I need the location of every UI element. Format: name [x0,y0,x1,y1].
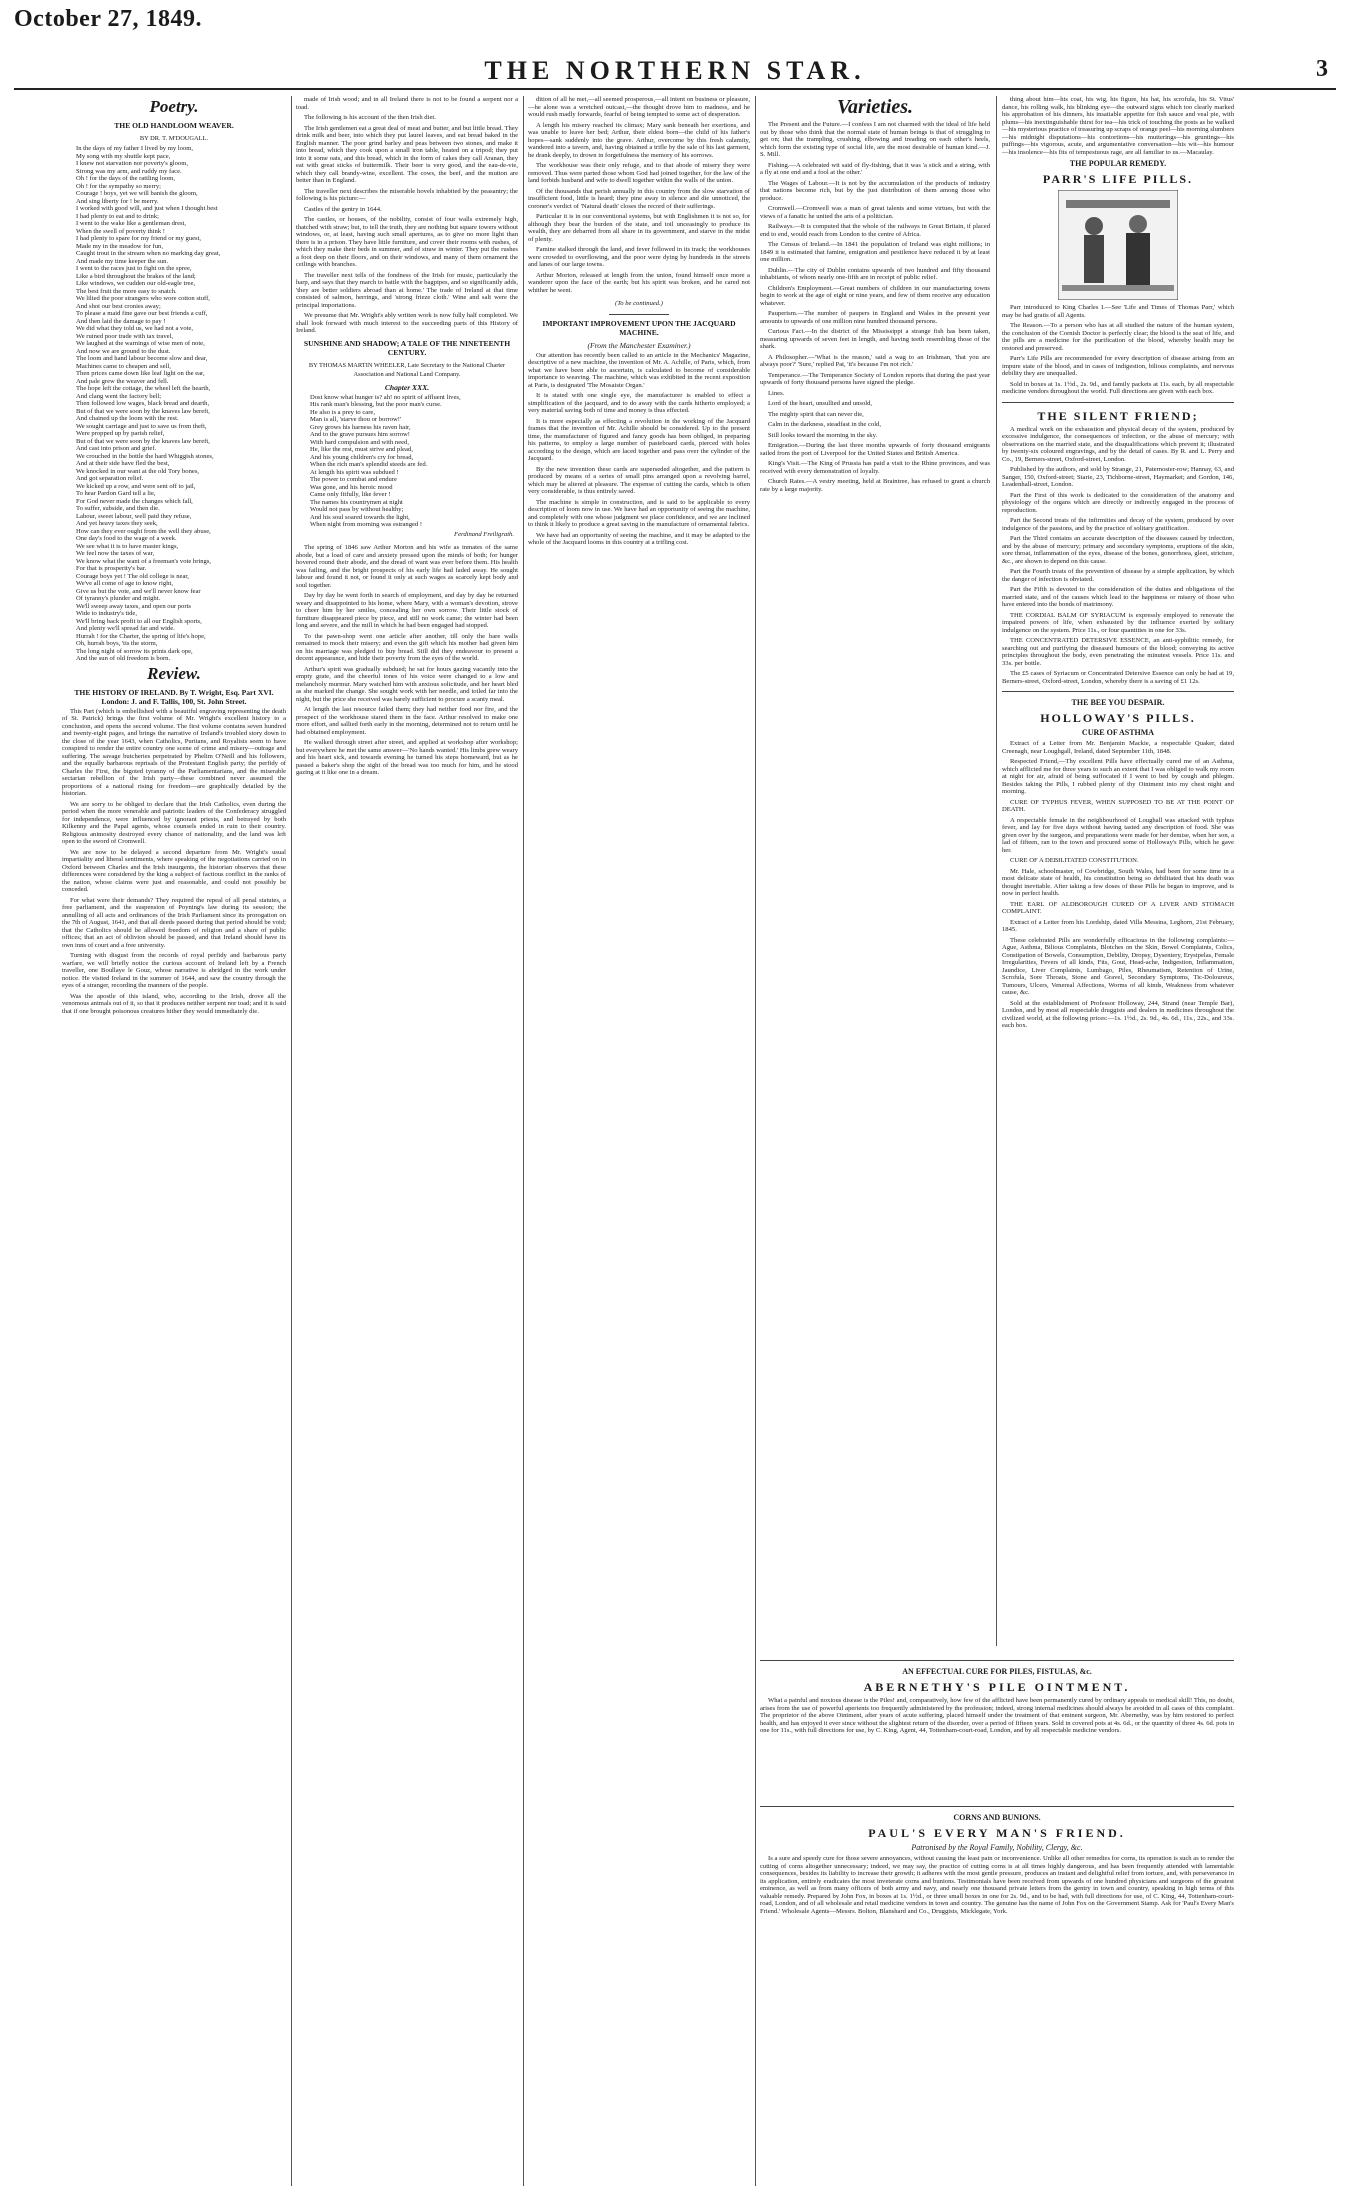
paragraph: The Reason.—To a person who has at all studied the nature of the human system, the conclusion of the Cornish Doctor is perfectly clear; the blood is the seat of life, and the pills are a medicine for the purification of the blood, whereby health may be restored and preserved. [1002,322,1234,352]
poem-line: We knocked in our want at the old Tory bones, [76,467,200,475]
column-rule [523,96,524,2186]
poem-line: We did what they told us, we had not a vote, [76,325,194,332]
ad-sub-holloway: CURE OF ASTHMA [1081,728,1155,737]
newspaper-title: THE NORTHERN STAR. [484,56,866,85]
poem-line: The long night of sorrow its prints dark ope, [76,647,193,655]
ad-corns [760,1806,1234,2198]
paragraph: He walked through street after street, and applied at workshop after workshop; but everywhere he met the same answer—'No hands wanted.' His limbs grew weary and his heart sick, and towards evening he turned his steps homeward, but as he passed a baker's shop the sight of the bread was too much for him, and he stood gazing at it like one in a dream. [296,739,518,776]
paragraph: The traveller next tells of the fondness of the Irish for music, particularly the harp, and says that they march to battle with the bagpipes, and so significantly adds, 'they are better soldiers abroad than at home.' The trade of Ireland at that time consisted of salmon, herrings, and 'strong frieze cloth.' Wine and salt were the principal importations. [296,271,518,309]
poem-line: Courage ! boys, yet we will banish the gloom, [76,190,198,197]
paragraph: Part the Fifth is devoted to the consideration of the duties and obligations of the married state, and of the causes which lead to the happiness or misery of those who have entered into the bonds of matrimony. [1002,586,1234,608]
poem-line: Oh ! for the days of the rattling loom, [76,175,176,182]
paragraph: The spring of 1846 saw Arthur Morton and his wife as inmates of the same abode, but a load of care and anxiety pressed upon the minds of both; for hunger hovered round their abode, and the dread of want was ever before them. His health was failing, and the bright prospects of his early life had faded away. He sought labour and found it not, or found it only at such wages as scarcely kept body and soul together. [296,544,518,589]
poem-line: Were propped up by parish relief, [76,430,165,437]
verse-line: With hard compulsion and with need, [310,438,409,446]
poem-line: We know what the want of a freeman's vote brings, [76,557,212,565]
column-varieties [760,96,990,1646]
poem-line: And made my time keeper the sun. [76,257,169,265]
ad-title-parr: PARR'S LIFE PILLS. [1042,172,1194,186]
verse-line: And to the grave pursues him sorrow! [310,431,410,438]
divider [609,314,669,315]
paragraph: Still looks toward the morning in the sky. [768,431,878,439]
ad-lead-corns: CORNS AND BUNIONS. [953,1813,1041,1822]
verse-line: He, like the rest, must strive and plead, [310,446,413,453]
paragraph: The following is his account of the then Irish diet. [304,114,436,121]
paragraph: By the new invention these cards are superseded altogether, and the pattern is produced by means of a series of small pins arranged upon a revolving barrel, which may be altered at pleasure. The expense of cutting the cards, which is often very considerable, is thus entirely saved. [528,465,750,495]
poem-line: But of that we were soon by the knaves law bereft, [76,407,210,415]
paragraph: Arthur's spirit was gradually subdued; he sat for hours gazing vacantly into the empty grate, and the cheerful tones of his voice were changed to a low and melancholy murmur. Mary watched him with anxious solicitude, and her heart bled as she marked the change. She sought work with her needle, and toiled far into the night, but the price she received was barely sufficient to procure a scanty meal. [296,665,518,703]
poem-line: We've all come of age to know right, [76,580,173,587]
page-number: 3 [1316,56,1328,82]
poem-line: I had plenty to eat and to drink; [76,212,159,220]
column-rule [996,96,997,1646]
paragraph: At length the last resource failed them; they had neither food nor fire, and the prospect of the workhouse stared them in the face. Arthur resolved to make one more effort, and sallied forth early in the morning, determined not to return until he had obtained employment. [296,706,518,736]
column-review-story [296,96,518,2186]
paragraph: Lines. [768,389,785,397]
poem-line: We kicked up a row, and were sent off to jail, [76,482,196,490]
poem-line: For God never made the changes which fall, [76,497,193,505]
verse-line: The power to combat and endure [310,476,397,483]
paragraph: For what were their demands? They required the repeal of all penal statutes, a free parliament, and the suspension of Poyning's law during its session; the annulling of all acts and ordinances of the Irish Parliament since its prorogation on the 7th of August, 1641, and that all deeds passed during that period should be void; that the Catholics should be allowed freedom of religion and a share of public offices; that an act of oblivion should be passed, and that Ireland should have its own inns of court and a free university. [62,896,286,949]
paragraph: Mr. Hale, schoolmaster, of Cowbridge, South Wales, had been for some time in a most delicate state of health, his constitution being so debilitated that his death was thought inevitable. After taking a few doses of these Pills he began to improve, and is now in perfect health. [1002,867,1234,897]
paragraph: A respectable female in the neighbourhood of Loughall was attacked with typhus fever, and lay for five days without having tasted any description of food. She was given over by the surgeon, and preparations were made for her demise, when her son, a lad of fifteen, ran to the town and procured some of Holloway's Pills, which he gave her. [1002,816,1234,854]
divider [1002,691,1234,692]
paragraph: made of Irish wood; and in all Ireland there is not to be found a serpent nor a toad. [296,96,518,111]
story-author: BY THOMAS MARTIN WHEELER, Late Secretary to the National Charter Association and National Land Company. [308,361,506,378]
parr-engraving-image [1058,190,1178,300]
paragraph: Extract of a Letter from his Lordship, dated Villa Messina, Leghorn, 21st February, 1845. [1002,918,1234,933]
paragraph: A Philosopher.—'What is the reason,' said a wag to an Irishman, 'that you are always poor?' 'Sure,' replied Pat, 'it's because I'm not rich.' [760,353,990,368]
column-advertisements [1002,96,1234,1646]
verse-line: Man is all, 'starve thou or borrow!' [310,416,402,423]
paragraph: Lord of the heart, unsullied and unsold, [768,400,873,407]
poem-line: We'll bring back profit to all our English sports, [76,617,202,625]
column-rule [291,96,292,2186]
paragraph: The £5 cases of Syriacum or Concentrated Detersive Essence can only be had at 19, Berners-street, Oxford-street, London, whereby there is a saving of £1 12s. [1002,670,1234,685]
masthead [14,0,1336,85]
verse-line: When night from morning was estranged ! [310,521,423,528]
poem-line: Like a bird throughout the brakes of the land; [76,272,196,280]
paragraph: The Irish gentlemen eat a great deal of meat and butter, and but little bread. They drink milk and beer, into which they put laurel leaves, and eat bread baked in the English manner. The poor grind barley and peas between two stones, and make it into bread, which they cook upon a small iron table, heated on a tripod; they put into it some oats, and this bread, which in the form of cakes they call Aranan, they eat with great sticks of buttermilk. Their beer is very good, and the eau-de-vie, which they call brandy-wine, excellent. The cows, the beef, and the mutton are better than in England. [296,124,518,184]
paragraph: Curious Fact.—In the district of the Mississippi a strange fish has been taken, measuring upwards of seven feet in length, and having teeth resembling those of the shark. [760,328,990,350]
verse-line: When the rich man's splendid steeds are fed. [310,461,428,468]
verse-line: He also is a prey to care, [310,408,375,416]
verse-line: At length his spirit was subdued ! [310,468,399,476]
poem-title: THE OLD HANDLOOM WEAVER. [114,121,234,130]
paragraph: thing about him—his coat, his wig, his figure, his hat, his scrofula, his St. Vitus' dance, his rolling walk, his blinking eye—the outward signs which too clearly marked his approbation of his dinners, his insatiable appetite for fish sauce and veal pie, with plums—his inextinguishable thirst for tea—his trick of touching the posts as he walked—his mysterious practice of treasuring up scraps of orange peel—his morning slumbers—his midnight disputations—his contortions—his mutterings—his gruntings—his puffings—his vigorous, acute, and argumentative conversation—his wit—his humour—his insolence—his fits of tempestuous rage, are all familiar to us.—Macaulay. [1002,96,1234,156]
paragraph: Sold in boxes at 1s. 1½d., 2s. 9d., and family packets at 11s. each, by all respectable medicine vendors throughout the world. Full directions are given with each box. [1002,380,1234,395]
macaulay-excerpt [1002,96,1234,156]
paragraph: This Part (which is embellished with a beautiful engraving representing the death of St. Patrick) brings the first volume of Mr. Wright's excellent history to a conclusion, and opens the second volume. The first volume contains seven hundred and twenty-eight pages, and brings the narrative of Ireland's troubled story down to the close of the year 1643, when Catholics, Puritans, and Royalists seem to have conspired to render the entire country one scene of crime and misery—outrage and suffering. The savage butcheries perpetrated by Phelim O'Neill and his followers, and the equally barbarous reprisals of the Protestant English party; the perfidy of Charles the First, the bigoted tyranny of the Parliamentarians, and the miserable sectarian rebellion of the Irish party—these combined never assumed the proportions of a national rising for freedom—are graphically detailed by the historian. [62,707,286,797]
ad-body-silent-friend-continued [1002,535,1234,685]
section-heading-varieties: Varieties. [836,96,914,118]
poem-line: I worked with good will, and just when I thought best [76,205,218,212]
poem-line: Labour, sweet labour, well paid they refuse, [76,512,192,520]
verse-line: Was gone, and his heroic mood [310,483,393,491]
paragraph: Castles of the gentry in 1644. [304,205,382,213]
verse-line: His rank man's blessing, but the poor man's curse. [310,401,442,408]
verse-signature: Ferdinand Freiligrath. [454,530,514,538]
poem-line: We laughed at the warnings of wise men of note, [76,340,205,347]
poem-line: When the swell of poverty think ! [76,227,165,235]
paragraph: Calm in the darkness, steadfast in the cold, [768,421,881,428]
ad-lead-holloway: THE BEE YOU DESPAIR. [1071,698,1165,707]
paragraph: We are sorry to be obliged to declare that the Irish Catholics, even during the period when the more venerable and patriotic leaders of the Confederacy struggled for independence, were influenced by ignorant priests, and betrayed by both Kilkenny and the Papal agents, whose counsels ended in ruin to their country. Religious animosity destroyed every chance of nationality, and the land was left open to the sword of Cromwell. [62,800,286,845]
ad-text-pile: What a painful and noxious disease is the Piles! and, comparatively, how few of the afflicted have been permanently cured by ordinary appeals to medical skill! This, no doubt, arises from the use of powerful aperients too frequently administered by the profession; indeed, strong internal medicines should always be avoided in all cases of this complaint. The proprietor of the above Ointment, after years of acute suffering, placed himself under the treatment of that eminent surgeon, Mr. Abernethy, was by him restored to perfect health, and has enjoyed it ever since without the slightest return of the disorder, over a period of fifteen years. Sold in covered pots at 4s. 6d., or the quantity of three 4s. 6d. pots in one for 11s., with full directions for use, by C. King, Agent, 44, Tottenham-court-road, London, and by all respectable medicine vendors. [760,1697,1234,1734]
poem-line: Oh ! for the sympathy so merry; [76,182,161,190]
divider [760,1660,1234,1661]
ad-label: THE POPULAR REMEDY. [1069,159,1167,168]
varieties-body [760,121,990,493]
paragraph: The machine is simple in construction, and is said to be applicable to every description of loom now in use. We have had an opportunity of seeing the machine, and completely with one whose judgment we place confidence, and we are inclined to think it likely to produce a great saving in the manufacture of ornamental fabrics. [528,498,750,528]
paragraph: A medical work on the exhaustion and physical decay of the system, produced by excessive indulgence, the consequences of infection, or the abuse of mercury; with observations on the married state, and the disqualifications which prevent it; illustrated by twenty-six coloured engravings, and by the detail of cases. By R. and L. Perry and Co., 19, Berners-street, Oxford-street, London. [1002,425,1234,463]
story-title: SUNSHINE AND SHADOW; A TALE OF THE NINETEENTH CENTURY. [303,338,511,357]
issue-date: October 27, 1849. [14,6,203,32]
poem-line: I went to the races just to fight on the spree, [76,265,192,272]
divider [760,1806,1234,1807]
poem-line: Give us but the vote, and we'll never know fear [76,587,201,595]
paragraph: Part the Third contains an accurate description of the diseases caused by infection, and by the abuse of mercury; primary and secondary symptoms, eruptions of the skin, sore throat, inflammation of the eyes, disease of the bones, gonorrhoea, gleet, stricture, &c., are shown to depend on this cause. [1002,535,1234,565]
poem-line: To suffer, subside, and then die. [76,505,160,512]
verse-line: Grey grows his harness his raven hair, [310,423,411,431]
paragraph: Pauperism.—The number of paupers in England and Wales in the present year amounts to upwards of one million nine hundred thousand persons. [760,310,990,325]
paragraph: Part the First of this work is dedicated to the consideration of the anatomy and physiology of the organs which are directly or indirectly engaged in the process of reproduction. [1002,491,1234,514]
paragraph: Cromwell.—Cromwell was a man of great talents and some virtues, but with the views of a fanatic he united the arts of a politician. [760,205,990,220]
poem-line: Hurrah ! for the Charter, the spring of life's hope, [76,632,206,640]
chapter-heading: Chapter XXX. [384,382,430,392]
column-rule [755,96,756,2186]
ad-title-pile: ABERNETHY'S PILE OINTMENT. [863,1680,1131,1694]
verse-line: The names his countrymen at night [310,498,403,506]
poem-line: My song with my shuttle kept pace, [76,152,171,160]
paragraph: Dublin.—The city of Dublin contains upwards of two hundred and fifty thousand inhabitants, of whom nearly one-fifth are in receipt of public relief. [760,266,990,281]
poem-line: Then followed low wages, black bread and dearth, [76,400,210,407]
paragraph: Emigration.—During the last three months upwards of forty thousand emigrants sailed from the port of Liverpool for the United States and British America. [760,442,990,457]
paragraph: The workhouse was their only refuge, and to that abode of misery they were removed. Thus were parted those whom God had joined together, for the law of the land forbids husband and wife to dwell together within the walls of the union. [528,162,750,184]
paragraph: We presume that Mr. Wright's ably written work is now fully half completed. We shall look forward with much interest to the succeeding parts of this History of Ireland. [296,312,518,334]
story-continued [528,96,750,294]
paragraph: The mighty spirit that can never die, [768,410,864,418]
poem-line: In the days of my father I lived by my loom, [76,145,194,152]
column-poetry-review [62,96,286,2186]
poem-line: The hope left the cottage, the wheel left the hearth, [76,385,211,392]
paragraph: It is stated with one single eye, the manufacturer is enabled to effect a simplification of the jacquard, and to do away with the cards hitherto employed; a very material saving both of time and money is thus effected. [528,392,750,414]
poem-line: And shot our best cronies away; [76,302,161,310]
ad-body-holloway [1002,740,1234,1030]
paragraph: Arthur Morton, released at length from the union, found himself once more a wanderer upon the face of the earth; but his spirit was broken, and he cared not whither he went. [528,271,750,294]
poem-line: And chained up the loom with the rest. [76,415,179,422]
poem-line: Strong was my arm, and ruddy my face. [76,167,182,175]
review-body [62,708,286,1016]
paragraph: Railways.—It is computed that the whole of the railways in Great Britain, if placed end to end, would reach from London to the centre of Africa. [760,223,990,238]
article-body [528,352,750,547]
poem-line: We see what it is to have master kings, [76,542,179,550]
paragraph: Of the thousands that perish annually in this country from the slow starvation of insufficient food, little is heard; they pine away in silence and die unnoticed, the coroner's verdict of 'Natural death' closes the record of their sufferings. [528,187,750,210]
ad-lead-pile: AN EFFECTUAL CURE FOR PILES, FISTULAS, &c. [902,1667,1092,1676]
poem-line: Courage boys yet ! The old college is near, [76,572,189,580]
poem-line: How can they ever ought from the well they abuse, [76,527,211,535]
poem-line: The loom and hand labour become slow and dear, [76,355,208,362]
paragraph: King's Visit.—The King of Prussia has paid a visit to the Rhine provinces, and was received with every demonstration of loyalty. [760,460,990,475]
to-be-continued: (To be continued.) [615,300,663,307]
divider [1002,402,1234,403]
ad-text-corns: Is a sure and speedy cure for those severe annoyances, without causing the least pain or inconvenience. Unlike all other remedies for corns, its operation is such as to render the cutting of corns altogether unnecessary; indeed, we may say, the practice of cutting corns is at all times highly dangerous, and has been frequently attended with lamentable consequences, besides its liability to increase their growth; it adheres with the most gentle pressure, produces an instant and delightful relief from torture, and, with perseverance in its application, entirely eradicates the most inveterate corns and bunions. Testimonials have been received from upwards of one hundred physicians and surgeons of the greatest eminence, as well as from many officers of both army and navy, and nearly one thousand private letters from the gentry in town and country, speaking in high terms of this valuable remedy. Prepared by John Fox, in boxes at 1s. 1½d., or three small boxes in one for 2s. 9d., and to be had, with full directions for use, of C. King, 44, Tottenham-court-road, London, and of all wholesale and retail medicine vendors in town and country. The genuine has the name of John Fox on the Government Stamp. Ask for 'Paul's Every Man's Friend.' Wholesale Agents—Messrs. Bolton, Blanshard and Co., Druggists, Micklegate, York. [760,1855,1234,1915]
masthead-rule [14,88,1336,90]
ad-sub-corns: Patronised by the Royal Family, Nobility, Clergy, &c. [911,1843,1083,1852]
verse-line: Would not pass by without healthy; [310,506,404,513]
verse-line: And his young children's cry for bread, [310,453,414,461]
paragraph: The castles, or houses, of the nobility, consist of four walls extremely high, thatched with straw; but, to tell the truth, they are nothing but square towers without windows, or, at least, having such small apertures, as to give no more light than there is in a prison. They have little furniture, and cover their rooms with rushes, of which they make their beds in summer, and of straw in winter. They put the rushes a foot deep on their floors, and on their windows, and many of them ornament the ceilings with branches. [296,216,518,268]
poem-line: And got separation relief. [76,475,144,482]
ad-pile-ointment [760,1660,1234,1780]
poem-line: And the sun of old freedom is born. [76,655,171,662]
poem-body [62,145,286,663]
poem-author: BY DR. T. M'DOUGALL. [139,135,209,142]
paragraph: Parr's Life Pills are recommended for every description of disease arising from an impure state of the blood, and in cases of indigestion, bilious complaints, and nervous debility they are unequalled. [1002,355,1234,377]
poem-line: I knew not starvation nor poverty's gloom, [76,160,188,167]
poem-line: We crouched in the bottle the hard Whiggish stones, [76,452,214,460]
poem-line: And yet heavy taxes they seek, [76,520,158,527]
paragraph: Respected Friend,—Thy excellent Pills have effectually cured me of an Asthma, which afflicted me for three years to such an extent that I was obliged to walk my room at night for air, afraid of being suffocated if I went to bed by cough and phlegm. Besides taking the Pills, I rubbed plenty of thy Ointment into my chest night and morning. [1002,758,1234,795]
paragraph: A length his misery reached its climax; Mary sank beneath her exertions, and was unable to leave her bed; Arthur, their eldest born—the child of his father's hopes—sank suddenly into the grave. Arthur, overcome by this fresh calamity, wandered into a tavern, and, having obtained a trifle by the sale of his last garment, he drank deeply, to drown in forgetfulness the memory of his sorrows. [528,121,750,159]
verse-line: And his soul soared towards the light, [310,513,410,521]
paragraph: Sold at the establishment of Professor Holloway, 244, Strand (near Temple Bar), London, and by most all respectable druggists and dealers in medicines throughout the civilized world, at the following prices:—1s. 1½d., 2s. 9d., 4s. 6d., 11s., 22s., and 33s. each box. [1002,999,1234,1029]
paragraph: Church Rates.—A vestry meeting, held at Braintree, has refused to grant a church rate by a large majority. [760,478,990,493]
paragraph: Our attention has recently been called to an article in the Mechanics' Magazine, descriptive of a new machine, the invention of Mr. A. Achille, of Paris, which, from what we have been able to ascertain, is calculated to become of considerable importance to weaving. The machine, which was exhibited in the recent exposition at Paris, is designated 'The Mosaiste Organ.' [528,351,750,389]
paragraph: These celebrated Pills are wonderfully efficacious in the following complaints:—Ague, Asthma, Bilious Complaints, Blotches on the Skin, Bowel Complaints, Colics, Constipation of Bowels, Consumption, Debility, Dropsy, Dysentery, Erysipelas, Female Irregularities, Fevers of all kinds, Fits, Gout, Head-ache, Indigestion, Inflammation, Jaundice, Liver Complaints, Lumbago, Piles, Rheumatism, Retention of Urine, Scrofula, Sore Throats, Stone and Gravel, Secondary Symptoms, Tic-Doloureux, Tumours, Ulcers, Venereal Affections, Worms of all kinds, Weakness from whatever cause, &c. [1002,936,1234,996]
poem-line: I went to the wake like a gentleman drest, [76,220,187,227]
poem-line: And then laid the damage to pay ! [76,317,166,325]
paragraph: To the pawn-shop went one article after another, till only the bare walls remained to mock their misery; and even the gift which his mother had given him on his marriage was pledged to buy bread. Still did they endeavour to present a decent appearance, and hide their poverty from the eyes of the world. [296,632,518,662]
paragraph: Was the apostle of this island, who, according to the Irish, drove all the venomous animals out of it, so that it produces neither serpent nor toad; and it is said that if one brought poisonous creatures hither they would immediately die. [62,992,286,1015]
poem-line: The best fruit the more easy to snatch. [76,287,177,295]
poem-line: To please a maid fine gave our best friends a cuff, [76,310,208,317]
poem-line: And plenty we'll spread far and wide. [76,625,175,632]
poem-line: Of tyranny's plunder and might. [76,595,161,602]
article-source: (From the Manchester Examiner.) [587,340,691,350]
section-heading-review: Review. [147,663,201,683]
poem-line: We feel now the taxes of war, [76,550,155,557]
paragraph: Part the Fourth treats of the prevention of disease by a simple application, by which the danger of infection is obviated. [1002,568,1234,583]
paragraph: Extract of a Letter from Mr. Benjamin Mackie, a respectable Quaker, dated Creenagh, near Loughgall, Ireland, dated September 11th, 1848. [1002,740,1234,755]
paragraph: Part the Second treats of the infirmities and decay of the system, produced by over indulgence of the passions, and by the practice of solitary gratification. [1002,517,1234,532]
paragraph: Famine stalked through the land, and fever followed in its track; the workhouses were crowded to overflowing, and the poor were dying by hundreds in the streets and lanes of our large towns. [528,246,750,268]
paragraph: It is more especially as effecting a revolution in the working of the Jacquard frames that the invention of Mr. Achille should be considered. Up to the present time, the manufacturer of figured and fancy goods has been obliged, in preparing his patterns, to employ a large number of pasteboard cards, pierced with holes according to the design, which are laced together and pass over the cylinder of the Jacquard. [528,417,750,462]
poem-line: And pale grew the weaver and fell. [76,377,169,385]
paragraph: The Census of Ireland.—In 1841 the population of Ireland was eight millions; in 1849 it is estimated that famine, emigration and pestilence have reduced it by at least one million. [760,241,990,263]
poem-line: We sought carriage and just to save us from theft, [76,422,207,430]
poem-line: Wide to industry's tide, [76,610,137,617]
section-heading-poetry: Poetry. [149,97,199,116]
ad-body-parr [1002,304,1234,396]
paragraph: Published by the authors, and sold by Strange, 21, Paternoster-row; Hannay, 63, and Sanger, 150, Oxford-street; Starie, 23, Tichborne-street, Haymarket; and Gordon, 146, Leadenhall-street, London. [1002,466,1234,488]
poem-line: To hear Pardon Gard tell a lie, [76,490,156,497]
paragraph: Particular it is in our conventional systems, but with Englishmen it is not so, for although they bear the burden of the state, and toil unceasingly to produce its wealth, they are debarred from all share in its government, and starve in the midst of plenty. [528,213,750,243]
poem-line: We lilted the poor strangers who wore cotton stuff, [76,295,210,302]
poem-line: For that is prosperity's bar. [76,565,147,572]
poem-line: Like windows, we cudden our old-eagle tree, [76,280,196,287]
ad-title-holloway: HOLLOWAY'S PILLS. [1040,711,1196,725]
review-title: THE HISTORY OF IRELAND. By T. Wright, Esq. Part XVI. London: J. and F. Tallis, 100, St. John Street. [74,687,274,706]
ad-title-silent-friend: THE SILENT FRIEND; [1037,408,1199,423]
ad-body-silent-friend [1002,426,1234,533]
paragraph: THE CORDIAL BALM OF SYRIACUM is expressly employed to renovate the impaired powers of life, when exhausted by the influence exerted by solitary indulgence on the system. Price 11s., or four quantities in one for 33s. [1002,611,1234,634]
paragraph: We have had an opportunity of seeing the machine, and it may be adapted to the whole of the Jacquard looms in this country at a trifling cost. [528,531,750,546]
verse-line: Dost know what hunger is? ah! no spirit of affluent lives, [310,393,461,401]
review-continued [296,96,518,335]
paragraph: Children's Employment.—Great numbers of children in our manufacturing towns begin to work at the age of eight or nine years, and few of them receive any education whatever. [760,284,990,307]
ad-title-corns: PAUL'S EVERY MAN'S FRIEND. [868,1826,1126,1840]
paragraph: Parr introduced to King Charles I.—See 'Life and Times of Thomas Parr,' which may be had gratis of all Agents. [1002,304,1234,319]
poem-line: And cast into prison and grief. [76,445,157,452]
poem-line: I had plenty to spare for my friend or my guest, [76,235,202,242]
poem-line: Machines came to cheapen and sell, [76,362,171,370]
poem-line: Caught trout in the stream when no marking day great, [76,250,221,257]
paragraph: Temperance.—The Temperance Society of London reports that during the past year upwards of forty thousand persons have signed the pledge. [760,371,990,386]
paragraph: THE EARL OF ALDBOROUGH CURED OF A LIVER AND STOMACH COMPLAINT. [1002,900,1234,915]
verse-line: Came only fitfully, like fever ! [310,491,391,498]
story-body [296,544,518,777]
article-title: IMPORTANT IMPROVEMENT UPON THE JACQUARD MACHINE. [542,318,736,337]
poem-line: One day's food to the wage of a week. [76,535,177,542]
paragraph: Turning with disgust from the records of royal perfidy and barbarous party warfare, we will briefly notice the curious account of Ireland left by a French traveller, one Boullaye le Gouz, whose narrative is abridged in the work under notice. He visited Ireland in the summer of 1644, and saw the country through the eyes of a stranger, recording the manners of the people. [62,952,286,989]
paragraph: dition of all he met,—all seemed prosperous,—all intent on business or pleasure,—he alone was a wretched outcast,—the thought drove him to madness, and he would rush madly forwards, fearful of being tempted to some act of desperation. [528,96,750,118]
poem-line: And clang went the factory bell; [76,392,162,400]
paragraph: CURE OF A DEBILITATED CONSTITUTION. [1010,857,1139,864]
poem-line: Then prices came down like leaf light on the ear, [76,370,205,377]
paragraph: CURE OF TYPHUS FEVER, WHEN SUPPOSED TO BE AT THE POINT OF DEATH. [1002,798,1234,813]
paragraph: We are now to be delayed a second departure from Mr. Wright's usual impartiality and liberal sentiments, where speaking of the negotiations carried on in Oxford between Charles and the Irish insurgents, the historian observes that these differences were considered by the king a subject of factious conflict in the ranks of the nation, whose claims were just and reasonable, and could not possibly be conceded. [62,848,286,893]
poem-line: And sing liberty for ! be merry. [76,197,159,205]
story-verse [296,394,518,529]
paragraph: The Present and the Future.—I confess I am not charmed with the ideal of life held out by those who think that the normal state of human beings is that of struggling to get on; that the trampling, crushing, elbowing and treading on each other's heels, which form the existing type of social life, are the most desirable of human kind.—J. S. Mill. [760,121,990,158]
column-story-article [528,96,750,2186]
paragraph: The Wages of Labour.—It is not by the accumulation of the products of industry that nations become rich, but by the just distribution of them among those who produce. [760,179,990,202]
poem-line: But of that we were soon by the knaves law bereft, [76,437,210,445]
paragraph: Fishing.—A celebrated wit said of fly-fishing, that it was 'a stick and a string, with a fly at one end and a fool at the other.' [760,161,990,176]
poem-line: We'll sweep away taxes, and open our ports [76,602,191,610]
poem-line: Oh, hurrah boys, 'tis the storm, [76,640,158,647]
paragraph: THE CONCENTRATED DETERSIVE ESSENCE, an anti-syphilitic remedy, for searching out and purifying the diseased humours of the blood; conveying its active principles throughout the body, even penetrating the minutest vessels. Price 11s. and 33s. per bottle. [1002,637,1234,667]
poem-line: We ruined poor trade with tax travel, [76,332,174,340]
paragraph: The traveller next describes the miserable hovels inhabited by the peasantry; the following is his picture:— [296,187,518,202]
poem-line: Made my in the meadow for fun, [76,242,163,250]
poem-line: And at their side have fled the best, [76,460,170,467]
poem-line: And now we are ground to the dust. [76,347,171,355]
paragraph: Day by day he went forth in search of employment, and day by day he returned weary and disappointed to his home, where Mary, with a woman's devotion, strove to cheer him by her smiles, concealing her own sorrow. Their little stock of furniture disappeared piece by piece, and still no work came; the winter had been long and severe, and the mill in which he had been engaged had stopped. [296,592,518,629]
